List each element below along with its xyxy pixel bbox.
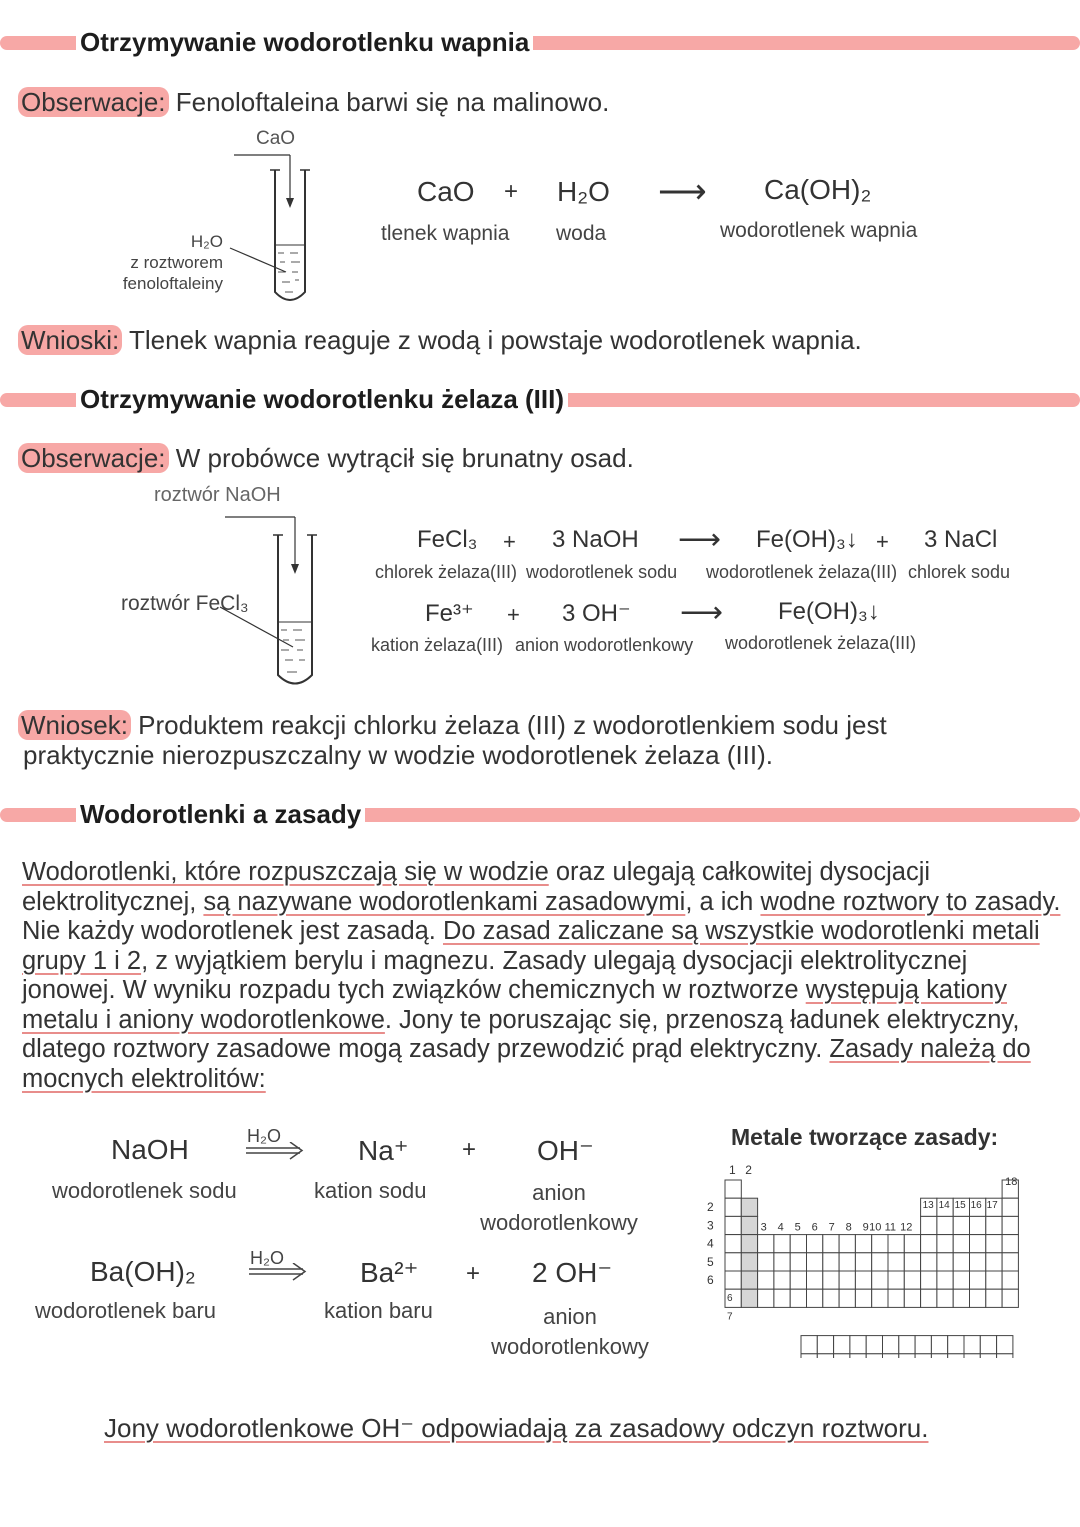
eq3-reactant-1: Fe³⁺ xyxy=(425,600,474,627)
pt-cell xyxy=(807,1253,823,1271)
eq1-arrow: ⟶ xyxy=(658,173,707,211)
eq2-reactant-1: FeCl₃ xyxy=(417,526,478,553)
eq2-arrow: ⟶ xyxy=(678,523,722,556)
diss1-cation: Na⁺ xyxy=(358,1135,409,1166)
pt-cell xyxy=(921,1253,937,1271)
pt-cell xyxy=(888,1235,904,1253)
observation-line-2 xyxy=(18,443,634,474)
tube-contents-line: z roztworem xyxy=(130,253,223,272)
pt-cell xyxy=(741,1235,757,1253)
pt-cell xyxy=(953,1216,969,1234)
pt-cell xyxy=(1002,1271,1018,1289)
pt-cell xyxy=(953,1253,969,1271)
pt-cell xyxy=(801,1354,817,1358)
pt-cell xyxy=(1002,1253,1018,1271)
pt-cell xyxy=(850,1336,866,1354)
pt-cell xyxy=(725,1235,741,1253)
pt-cell xyxy=(725,1253,741,1271)
observation-text: W probówce wytrącił się brunatny osad. xyxy=(168,443,634,473)
conclusion-text: Tlenek wapnia reaguje z wodą i powstaje wodorotlenek wapnia. xyxy=(122,325,862,355)
pt-cell xyxy=(937,1253,953,1271)
pt-group-label: 15 xyxy=(954,1200,966,1212)
pt-cell xyxy=(953,1289,969,1307)
pt-cell xyxy=(1002,1216,1018,1234)
pt-group-label: 6 xyxy=(811,1221,818,1234)
pt-cell xyxy=(866,1354,882,1358)
eq3-plus: + xyxy=(507,602,520,627)
eq3-reactant-2: 3 OH⁻ xyxy=(562,600,631,627)
pt-cell xyxy=(986,1289,1002,1307)
pt-group-label: 12 xyxy=(900,1221,913,1234)
pt-cell xyxy=(741,1271,757,1289)
pt-cell xyxy=(986,1216,1002,1234)
pt-cell xyxy=(970,1289,986,1307)
pt-cell xyxy=(790,1235,806,1253)
pt-cell xyxy=(915,1354,931,1358)
pt-cell xyxy=(899,1354,915,1358)
pt-period-label: 4 xyxy=(707,1236,714,1251)
definition-paragraph xyxy=(22,858,1062,1094)
para-segment: Nie każdy wodorotlenek jest zasadą. xyxy=(22,917,443,945)
pt-group-label: 18 xyxy=(1005,1176,1018,1188)
anion-name-line: anion xyxy=(532,1180,586,1205)
pt-cell xyxy=(921,1289,937,1307)
diss2-cation: Ba²⁺ xyxy=(360,1257,419,1288)
pt-cell xyxy=(904,1235,920,1253)
pt-cell xyxy=(921,1271,937,1289)
pt-cell xyxy=(997,1336,1013,1354)
pt-group-label: 14 xyxy=(938,1200,950,1212)
pt-period-label: 5 xyxy=(707,1254,714,1269)
para-segment: , z wyjątkiem berylu i magnezu. Zasady ulegają dysocjacji elektrolitycznej jonowej. W wyniku rozpadu tych związków chemicznych w roztworze xyxy=(22,946,968,1004)
pt-cell xyxy=(970,1235,986,1253)
pt-period-label: 6 xyxy=(727,1293,733,1305)
pt-cell xyxy=(817,1336,833,1354)
conclusion-line-2 xyxy=(18,710,887,741)
eq1-reactant-1: CaO xyxy=(417,176,475,207)
pt-cell xyxy=(921,1216,937,1234)
periodic-table-diagram xyxy=(700,1158,1030,1358)
periodic-table-title: Metale tworzące zasady: xyxy=(731,1124,999,1150)
section-title-iron-hydroxide: Otrzymywanie wodorotlenku żelaza (III) xyxy=(76,384,568,415)
pt-period-label: 2 xyxy=(707,1200,714,1215)
eq3-arrow: ⟶ xyxy=(680,596,724,629)
pt-cell xyxy=(834,1354,850,1358)
pt-group-label: 3 xyxy=(760,1221,767,1234)
pt-cell xyxy=(948,1336,964,1354)
para-segment: wodne roztwory to zasady. xyxy=(760,887,1061,916)
pt-group-label: 7 xyxy=(828,1221,835,1234)
pt-cell xyxy=(931,1336,947,1354)
pt-cell xyxy=(774,1289,790,1307)
conclusion-label: Wnioski: xyxy=(18,325,122,355)
pt-cell xyxy=(883,1336,899,1354)
tube-reagent-label: CaO xyxy=(256,128,296,149)
diss2-arrow xyxy=(247,1263,309,1283)
eq1-name-2: woda xyxy=(556,222,607,245)
pt-cell xyxy=(725,1216,741,1234)
pt-cell xyxy=(904,1253,920,1271)
pt-group-label: 13 xyxy=(922,1200,934,1212)
pt-cell xyxy=(964,1354,980,1358)
anion-name-line: anion xyxy=(543,1304,597,1329)
anion-name-line: wodorotlenkowy xyxy=(491,1334,649,1359)
eq1-name-3: wodorotlenek wapnia xyxy=(720,219,918,242)
pt-cell xyxy=(834,1336,850,1354)
pt-cell xyxy=(774,1271,790,1289)
pt-group-label: 10 xyxy=(869,1221,882,1234)
conclusion-text: Produktem reakcji chlorku żelaza (III) z wodorotlenkiem sodu jest xyxy=(130,710,887,740)
section-title-hydroxides-bases: Wodorotlenki a zasady xyxy=(76,799,365,830)
pt-cell xyxy=(986,1253,1002,1271)
eq2-reactant-2: 3 NaOH xyxy=(552,526,639,553)
pt-cell xyxy=(1002,1235,1018,1253)
eq3-product: Fe(OH)₃↓ xyxy=(778,598,880,625)
pt-cell xyxy=(823,1271,839,1289)
pt-cell xyxy=(758,1289,774,1307)
eq2-plus-1: + xyxy=(503,529,516,554)
pt-cell xyxy=(953,1235,969,1253)
diss1-cation-name: kation sodu xyxy=(314,1178,427,1203)
conclusion-line-2b: praktycznie nierozpuszczalny w wodzie wodorotlenek żelaza (III). xyxy=(23,740,774,770)
diss2-over-label: H₂O xyxy=(250,1248,284,1268)
para-segment: , a ich xyxy=(685,887,761,916)
eq2-name-2: wodorotlenek sodu xyxy=(526,562,678,582)
pt-cell xyxy=(899,1336,915,1354)
pt-period-label: 7 xyxy=(727,1311,733,1323)
tube-contents-label: roztwór FeCl₃ xyxy=(121,592,249,615)
eq2-plus-2: + xyxy=(876,529,889,554)
eq1-reactant-2: H₂O xyxy=(557,176,610,207)
pt-cell xyxy=(866,1336,882,1354)
eq2-product-2: 3 NaCl xyxy=(924,526,998,553)
pt-cell xyxy=(741,1216,757,1234)
eq2-name-1: chlorek żelaza(III) xyxy=(375,562,518,582)
pt-cell xyxy=(855,1271,871,1289)
para-segment: . Jony te poruszając się, przenoszą ładunek elektryczny, dlatego roztwory zasadowe mogą zasady przewodzić prąd elektryczny. xyxy=(22,1005,1020,1063)
pt-cell xyxy=(1002,1289,1018,1307)
pt-cell xyxy=(986,1271,1002,1289)
eq3-name-2: anion wodorotlenkowy xyxy=(515,635,694,655)
observation-line-1 xyxy=(18,87,609,118)
pt-cell xyxy=(741,1253,757,1271)
pt-cell xyxy=(970,1216,986,1234)
pt-group-label: 8 xyxy=(845,1221,852,1234)
pt-cell xyxy=(790,1253,806,1271)
pt-cell xyxy=(904,1271,920,1289)
diss2-formula-name: wodorotlenek baru xyxy=(35,1298,217,1323)
pt-cell xyxy=(774,1235,790,1253)
pt-cell xyxy=(790,1289,806,1307)
pt-cell xyxy=(872,1289,888,1307)
diss1-over-label: H₂O xyxy=(247,1126,281,1146)
pt-cell xyxy=(855,1235,871,1253)
pt-cell xyxy=(807,1235,823,1253)
pt-cell xyxy=(807,1271,823,1289)
pt-cell xyxy=(872,1271,888,1289)
diss1-anion-name xyxy=(475,1178,643,1238)
eq2-name-4: chlorek sodu xyxy=(908,562,1011,582)
pt-cell xyxy=(872,1253,888,1271)
tube-reagent-label: roztwór NaOH xyxy=(154,484,281,506)
observation-label: Obserwacje: xyxy=(18,87,169,117)
pt-cell xyxy=(741,1198,757,1216)
pt-cell xyxy=(807,1289,823,1307)
observation-label: Obserwacje: xyxy=(18,443,169,473)
eq1-product: Ca(OH)₂ xyxy=(764,174,872,205)
pt-group-label: 5 xyxy=(794,1221,801,1234)
pt-cell xyxy=(953,1271,969,1289)
pt-cell xyxy=(937,1235,953,1253)
pt-cell xyxy=(997,1354,1013,1358)
para-segment: Wodorotlenki, które rozpuszczają się w wodzie xyxy=(22,858,549,886)
eq2-product-1: Fe(OH)₃↓ xyxy=(756,526,858,553)
anion-name-line: wodorotlenkowy xyxy=(480,1210,638,1235)
pt-group-label: 9 xyxy=(862,1221,869,1234)
pt-cell xyxy=(774,1253,790,1271)
pt-cell xyxy=(931,1354,947,1358)
pt-cell xyxy=(915,1336,931,1354)
para-segment: Zasady należą do mocnych elektrolitów: xyxy=(22,1035,1031,1093)
pt-cell xyxy=(888,1289,904,1307)
pt-cell xyxy=(904,1289,920,1307)
diss2-anion-name xyxy=(485,1302,655,1362)
pt-cell xyxy=(817,1354,833,1358)
diss1-formula: NaOH xyxy=(111,1134,189,1165)
pt-group-label: 1 xyxy=(729,1163,736,1177)
pt-cell xyxy=(883,1354,899,1358)
pt-cell xyxy=(790,1271,806,1289)
pt-cell xyxy=(888,1253,904,1271)
tube-contents-line: H₂O xyxy=(190,232,223,251)
pt-cell xyxy=(839,1253,855,1271)
para-segment: Do zasad zaliczane są wszystkie wodorotlenki metali grupy 1 i 2 xyxy=(22,917,1040,975)
pt-group-label: 16 xyxy=(970,1200,982,1212)
pt-cell xyxy=(823,1235,839,1253)
pt-cell xyxy=(725,1271,741,1289)
tube-contents-line: fenoloftaleiny xyxy=(122,274,223,293)
eq3-name-1: kation żelaza(III) xyxy=(371,635,504,655)
pt-group-label: 4 xyxy=(777,1221,784,1234)
diss2-anion: 2 OH⁻ xyxy=(532,1257,613,1288)
pt-cell xyxy=(758,1235,774,1253)
footer-note: Jony wodorotlenkowe OH⁻ odpowiadają za zasadowy odczyn roztworu. xyxy=(104,1413,929,1443)
pt-cell xyxy=(725,1180,741,1198)
diss1-arrow xyxy=(244,1142,306,1162)
diss2-plus: + xyxy=(466,1260,481,1287)
pt-cell xyxy=(855,1289,871,1307)
eq1-plus: + xyxy=(504,178,519,205)
diss1-formula-name: wodorotlenek sodu xyxy=(52,1178,237,1203)
pt-cell xyxy=(980,1336,996,1354)
pt-cell xyxy=(970,1271,986,1289)
pt-period-label: 6 xyxy=(707,1273,714,1287)
conclusion-label: Wniosek: xyxy=(18,710,131,740)
diss1-anion: OH⁻ xyxy=(537,1135,594,1166)
pt-cell xyxy=(948,1354,964,1358)
pt-group-label: 17 xyxy=(986,1200,998,1212)
pt-cell xyxy=(921,1235,937,1253)
pt-cell xyxy=(839,1271,855,1289)
pt-group-label: 11 xyxy=(884,1221,897,1234)
diss2-cation-name: kation baru xyxy=(324,1298,433,1323)
pt-cell xyxy=(937,1271,953,1289)
pt-cell xyxy=(964,1336,980,1354)
pt-cell xyxy=(850,1354,866,1358)
pt-cell xyxy=(839,1289,855,1307)
pt-cell xyxy=(839,1235,855,1253)
diss2-formula: Ba(OH)₂ xyxy=(90,1256,196,1287)
pt-cell xyxy=(937,1216,953,1234)
section-title-calcium-hydroxide: Otrzymywanie wodorotlenku wapnia xyxy=(76,27,533,58)
pt-cell xyxy=(970,1253,986,1271)
pt-cell xyxy=(801,1336,817,1354)
pt-cell xyxy=(980,1354,996,1358)
eq1-name-1: tlenek wapnia xyxy=(381,222,510,245)
conclusion-line-1 xyxy=(18,325,862,356)
para-segment: oraz ulegają całkowitej dysocjacji elektrolitycznej, xyxy=(22,858,931,916)
diss1-plus: + xyxy=(462,1136,477,1163)
para-segment: występują kationy metalu i aniony wodorotlenkowe xyxy=(22,976,1007,1034)
pt-period-label: 3 xyxy=(707,1218,714,1233)
eq2-name-3: wodorotlenek żelaza(III) xyxy=(706,562,898,582)
observation-text: Fenoloftaleina barwi się na malinowo. xyxy=(168,87,610,117)
pt-cell xyxy=(823,1253,839,1271)
pt-cell xyxy=(823,1289,839,1307)
pt-cell xyxy=(725,1198,741,1216)
pt-cell xyxy=(986,1235,1002,1253)
pt-cell xyxy=(937,1289,953,1307)
pt-cell xyxy=(888,1271,904,1289)
tube-contents-label xyxy=(108,231,223,294)
pt-cell xyxy=(758,1253,774,1271)
para-segment: są nazywane wodorotlenkami zasadowymi xyxy=(203,887,686,916)
pt-group-label: 2 xyxy=(745,1163,752,1177)
pt-cell xyxy=(872,1235,888,1253)
eq3-name-3: wodorotlenek żelaza(III) xyxy=(725,633,917,653)
pt-cell xyxy=(741,1289,757,1307)
pt-cell xyxy=(758,1271,774,1289)
pt-cell xyxy=(855,1253,871,1271)
pt-cell xyxy=(1002,1198,1018,1216)
